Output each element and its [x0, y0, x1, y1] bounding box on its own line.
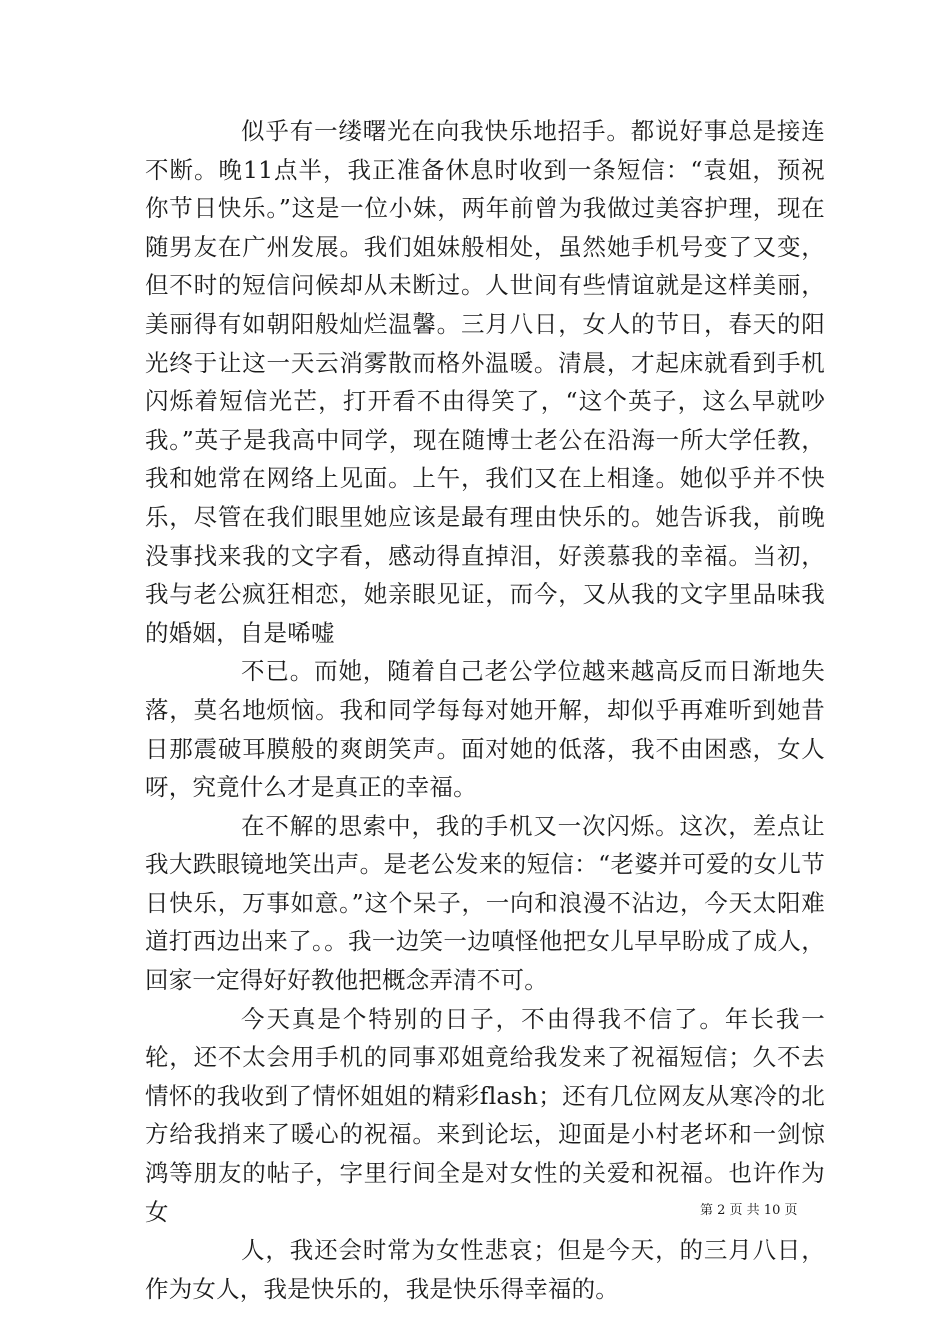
paragraph: 不已。而她，随着自己老公学位越来越高反而日渐地失落，莫名地烦恼。我和同学每每对她开解，却似乎再难听到她昔日那震破耳膜般的爽朗笑声。面对她的低落，我不由困惑，女人呀，究竟什么才是真正的幸福。: [145, 657, 825, 802]
paragraph: 在不解的思索中，我的手机又一次闪烁。这次，差点让我大跌眼镜地笑出声。是老公发来的短信：“老婆并可爱的女儿节日快乐，万事如意。”这个呆子，一向和浪漫不沾边，今天太阳难道打西边出来了。。我一边笑一边嗔怪他把女儿早早盼成了成人，回家一定得好好教他把概念弄清不可。: [145, 811, 825, 995]
paragraph: 今天真是个特别的日子，不由得我不信了。年长我一轮，还不太会用手机的同事邓姐竟给我发来了祝福短信；久不去情怀的我收到了情怀姐姐的精彩flash；还有几位网友从寒冷的北方给我捎来了暖心的祝福。来到论坛，迎面是小村老坏和一剑惊鸿等朋友的帖子，字里行间全是对女性的关爱和祝福。也许作为女: [145, 1004, 825, 1226]
page-number-footer: 第 2 页 共 10 页: [700, 1203, 798, 1218]
body-text: [145, 112, 825, 1308]
paragraph: 似乎有一缕曙光在向我快乐地招手。都说好事总是接连不断。晚11点半，我正准备休息时收到一条短信：“袁姐，预祝你节日快乐。”这是一位小妹，两年前曾为我做过美容护理，现在随男友在广州发展。我们姐妹般相处，虽然她手机号变了又变，但不时的短信问候却从未断过。人世间有些情谊就是这样美丽，美丽得有如朝阳般灿烂温馨。三月八日，女人的节日，春天的阳光终于让这一天云消雾散而格外温暖。清晨，才起床就看到手机闪烁着短信光芒，打开看不由得笑了，“这个英子，这么早就吵我。”英子是我高中同学，现在随博士老公在沿海一所大学任教，我和她常在网络上见面。上午，我们又在上相逢。她似乎并不快乐，尽管在我们眼里她应该是最有理由快乐的。她告诉我，前晚没事找来我的文字看，感动得直掉泪，好羡慕我的幸福。当初，我与老公疯狂相恋，她亲眼见证，而今，又从我的文字里品味我的婚姻，自是唏嘘: [145, 117, 825, 647]
paragraph: 人，我还会时常为女性悲哀；但是今天，的三月八日，作为女人，我是快乐的，我是快乐得幸福的。: [145, 1236, 825, 1303]
